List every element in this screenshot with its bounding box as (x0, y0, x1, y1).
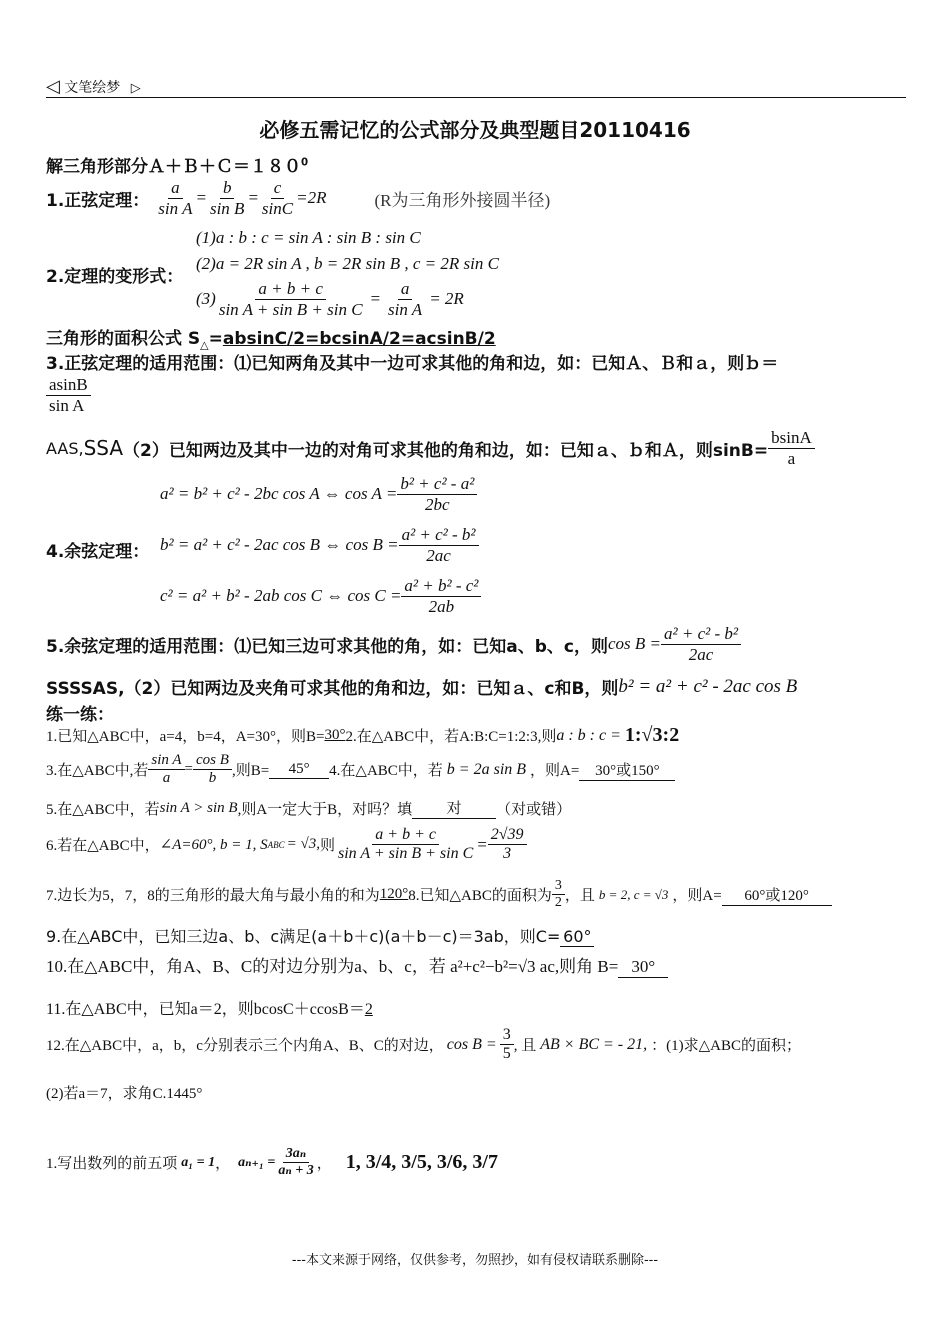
item3-frac: $\frac{asinB}{\text{sin A}}$ (46, 375, 91, 415)
answer: $\frac{2√39}{3}$ (488, 826, 527, 864)
item5-line2: SSSSAS,（2）已知两边及夹角可求其他的角和边，如：已知ａ、c和B，则 b² = a² + c² - 2ac cos B (46, 675, 798, 699)
sine-frac-b: $\frac{b}{\text{sin B}}$ (209, 178, 245, 218)
page-title: 必修五需记忆的公式部分及典型题目20110416 (259, 118, 691, 142)
question-10: 10.在△ABC中，角A、B、C的对边分别为a、b、c，若 a²+c²−b²=√3 ac,则角 B= 30° (46, 952, 668, 978)
question-12-line2: (2)若a＝7，求角C.1445° (46, 1086, 203, 1102)
header-brand: 文笔绘梦 (64, 80, 121, 96)
question-9: 9.在△ABC中，已知三边a、b、c满足(a＋b＋c)(a＋b－c)＝3ab，则C= 60° (46, 924, 594, 947)
cosine-row-c: c² = a² + b² - 2ab cos C ⇔ cos C = $\frac{\text{a² + b² - c²}}{2ab}$ (160, 576, 481, 616)
cosine-row-a: a² = b² + c² - 2bc cos A ⇔ cos A = $\frac{\text{b² + c² - a²}}{2bc}$ (160, 474, 477, 514)
answer: 60°或120° (722, 884, 832, 906)
answer: 120° (379, 886, 409, 903)
cosine-row-b: b² = a² + c² - 2ac cos B ⇔ cos B = $\frac{\text{a² + c² - b²}}{2ac}$ (160, 525, 479, 565)
sine-frac-c: $\frac{c}{\sin C}$ (261, 178, 294, 218)
eq-sign: = (195, 188, 207, 208)
item3-line2: AAS, SSA （2）已知两边及其中一边的对角可求其他的角和边，如：已知ａ、ｂ和Ａ，则sinB= $\frac{bsinA}{a}$ (46, 428, 815, 468)
eq-sign: = (247, 188, 259, 208)
question-5: 5.在△ABC中，若 sin A > sin B ,则A一定大于B，对吗？填 对 （对或错） (46, 797, 571, 819)
header-divider (46, 97, 906, 98)
item5-line1: 5.余弦定理的适用范围：⑴已知三边可求其他的角，如：已知a、b、c，则 cos B = $\frac{\text{a² + c² - b²}}{2ac}$ (46, 624, 741, 664)
answer: 30°或150° (579, 759, 675, 781)
footer-notice: ---本文来源于网络，仅供参考，勿照抄，如有侵权请联系删除--- (291, 1253, 659, 1268)
section-heading (46, 152, 308, 177)
sine-law (46, 178, 550, 218)
header (46, 76, 141, 97)
answer: 30° (618, 957, 668, 978)
sine-frac-a: $\frac{a}{\text{sin A}}$ (158, 178, 193, 218)
transform-frac-1: $\frac{a + b + c}{\text{sin A + sin B + sin C}}$ (218, 279, 363, 319)
answer: 30° (324, 727, 346, 743)
area-formula-text: absinC/2=bcsinA/2=acsinB/2 (222, 329, 496, 349)
sine-note: (R为三角形外接圆半径) (374, 190, 551, 210)
sine-rhs: =2R (296, 188, 327, 208)
answer: 1:√3:2 (624, 724, 680, 746)
answer: 45° (269, 761, 329, 779)
answer: 60° (560, 927, 594, 947)
transform-label: 2.定理的变形式： (46, 267, 184, 287)
sequence-question: 1.写出数列的前五项 a₁ = 1 ， aₙ₊₁ = $\frac{\text{3aₙ}}{\text{aₙ + 3}}$ ， 1, 3/4, 3/5, 3/6, 3/7 (46, 1146, 498, 1179)
transform-line-3: (3) $\frac{a + b + c}{\text{sin A + sin B + sin C}}$ = $\frac{a}{\text{sin A}}$ = 2R (196, 279, 464, 319)
answer: 1, 3/4, 3/5, 3/6, 3/7 (345, 1151, 498, 1174)
answer: 对 (412, 797, 496, 819)
question-7: 7.边长为5，7，8的三角形的最大角与最小角的和为 120° 8.已知△ABC的面积为 $\frac{3}{2}$ ，且 b = 2, c = √3 ，则A= 60°或120° (46, 878, 832, 911)
transform-line-2: (2)a = 2R sin A , b = 2R sin B , c = 2R sin C (196, 254, 499, 273)
question-12: 12.在△ABC中，a，b，c分别表示三个内角A、B、C的对边， cos B = $\frac{3}{5}$ , 且 AB × BC = - 21, ：(1)求△ABC的面积； (46, 1026, 802, 1063)
arrow-left-icon: ◁ (46, 76, 60, 97)
practice-heading: 练一练： (46, 705, 114, 725)
degree-sup: 0 (301, 157, 309, 169)
question-11: 11.在△ABC中，已知a＝2，则bcosC＋ccosB＝2 (46, 1001, 373, 1018)
answer: 2 (364, 1001, 373, 1018)
question-6: 6.若在△ABC中， ∠A=60°, b = 1, S ABC = √3, 则 $\frac{a + b + c}{\text{sin A + sin B + sin C}}$ = $\frac{2√39}{3}$ (46, 826, 527, 864)
question-3: 3.在△ABC中,若 $\frac{\text{sin A}}{a}$ = $\frac{\text{cos B}}{b}$ ,则B= 45° 4.在△ABC中，若 b = 2a sin B ，则A= 30°或150° (46, 752, 675, 788)
area-formula: 三角形的面积公式 $S_\triangle=absinC/2=bcsinA/2=acsinB/2$ (46, 329, 496, 352)
transform-line-1: (1)a : b : c = sin A : sin B : sin C (196, 228, 421, 247)
item3-line1: 3.正弦定理的适用范围：⑴已知两角及其中一边可求其他的角和边，如：已知Ａ、Ｂ和ａ，则ｂ＝ (46, 354, 779, 374)
section-heading-text: 解三角形部分Ａ＋Ｂ＋Ｃ＝１８０ (46, 157, 301, 177)
question-1: 1.已知△ABC中，a=4，b=4，A=30°，则B= 30° 2.在△ABC中，若A:B:C=1:2:3,则 a : b : c = 1:√3:2 (46, 724, 680, 746)
sine-law-label: 1.正弦定理： (46, 190, 150, 211)
arrow-right-icon: ▷ (130, 81, 141, 96)
cosine-label: 4.余弦定理： (46, 542, 150, 562)
transform-frac-2: $\frac{a}{\text{sin A}}$ (388, 279, 423, 319)
